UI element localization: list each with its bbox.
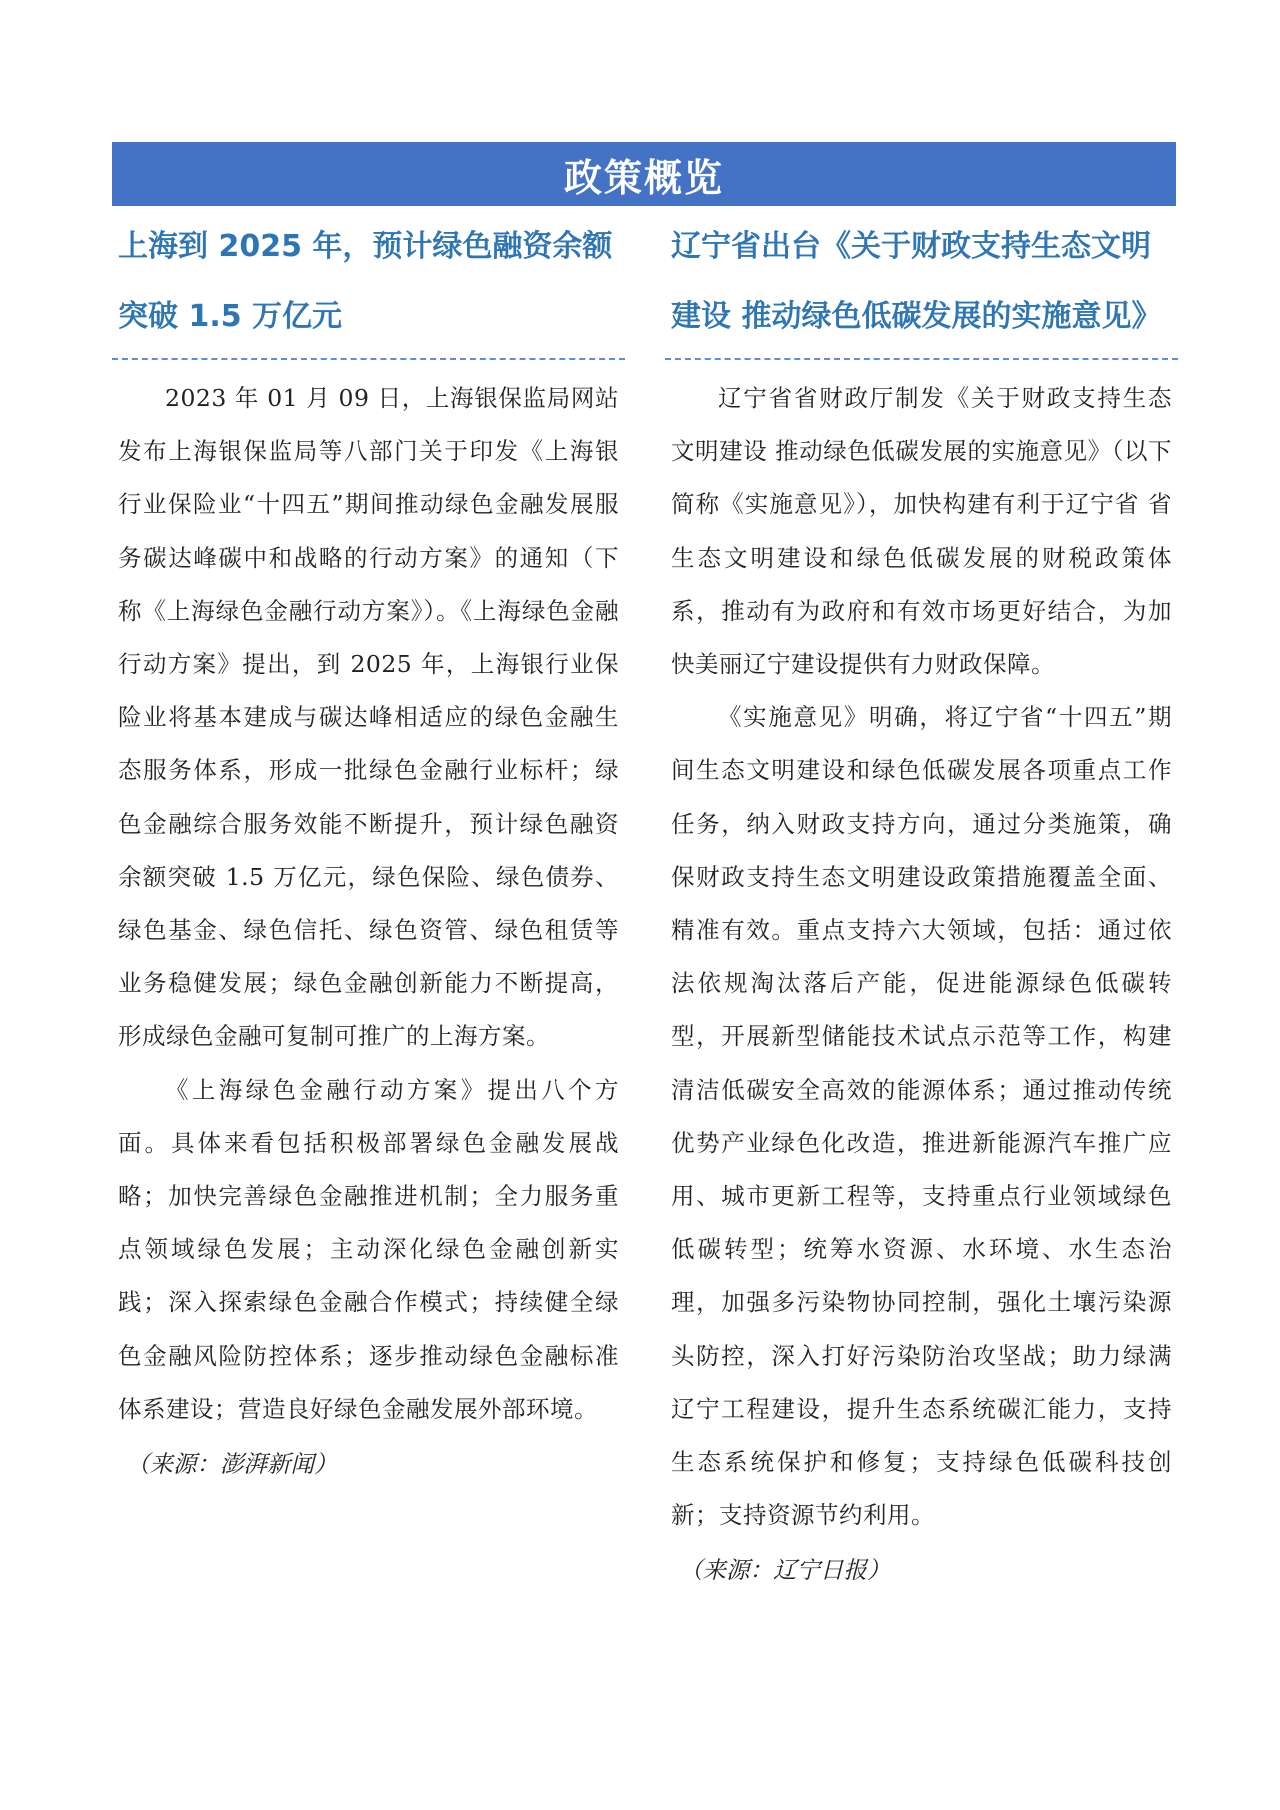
section-title: 政策概览	[563, 155, 724, 200]
article-paragraph: 《实施意见》明确，将辽宁省“十四五”期间生态文明建设和绿色低碳发展各项重点工作任务，纳入财政支持方向，通过分类施策，确保财政支持生态文明建设政策措施覆盖全面、精准有效。重点支持六大领域，包括：通过依法依规淘汰落后产能，促进能源绿色低碳转型，开展新型储能技术试点示范等工作，构建清洁低碳安全高效的能源体系；通过推动传统优势产业绿色化改造，推进新能源汽车推广应用、城市更新工程等，支持重点行业领域绿色低碳转型；统筹水资源、水环境、水生态治理，加强多污染物协同控制，强化土壤污染源头防控，深入打好污染防治攻坚战；助力绿满辽宁工程建设，提升生态系统碳汇能力，支持生态系统保护和修复；支持绿色低碳科技创新；支持资源节约利用。	[671, 703, 1172, 1530]
article-title: 上海到 2025 年，预计绿色融资余额突破 1.5 万亿元	[118, 229, 613, 334]
article-paragraph: 2023 年 01 月 09 日，上海银保监局网站发布上海银保监局等八部门关于印发《上海银行业保险业“十四五”期间推动绿色金融发展服务碳达峰碳中和战略的行动方案》的通知（下称《上海绿色金融行动方案》）。《上海绿色金融行动方案》提出，到 2025 年，上海银行业保险业将基本建成与碳达峰相适应的绿色金融生态服务体系，形成一批绿色金融行业标杆；绿色金融综合服务效能不断提升，预计绿色融资余额突破 1.5 万亿元，绿色保险、绿色债券、绿色基金、绿色信托、绿色资管、绿色租赁等业务稳健发展；绿色金融创新能力不断提高，形成绿色金融可复制可推广的上海方案。	[118, 384, 619, 1051]
article-paragraph: 《上海绿色金融行动方案》提出八个方面。具体来看包括积极部署绿色金融发展战略；加快完善绿色金融推进机制；全力服务重点领域绿色发展；主动深化绿色金融创新实践；深入探索绿色金融合作模式；持续健全绿色金融风险防控体系；逐步推动绿色金融标准体系建设；营造良好绿色金融发展外部环境。	[118, 1075, 619, 1423]
article-shanghai	[112, 212, 625, 1491]
title-divider	[112, 358, 625, 360]
article-liaoning	[665, 212, 1178, 1597]
article-paragraph: 辽宁省省财政厅制发《关于财政支持生态文明建设 推动绿色低碳发展的实施意见》（以下简称《实施意见》），加快构建有利于辽宁省 省生态文明建设和绿色低碳发展的财税政策体系，推动有为政府和有效市场更好结合，为加快美丽辽宁建设提供有力财政保障。	[671, 384, 1172, 679]
title-divider	[665, 358, 1178, 360]
article-title: 辽宁省出台《关于财政支持生态文明建设 推动绿色低碳发展的实施意见》	[671, 229, 1162, 334]
section-banner	[112, 142, 1176, 206]
article-source: （来源：辽宁日报）	[679, 1556, 891, 1585]
article-source: （来源：澎湃新闻）	[126, 1450, 338, 1479]
